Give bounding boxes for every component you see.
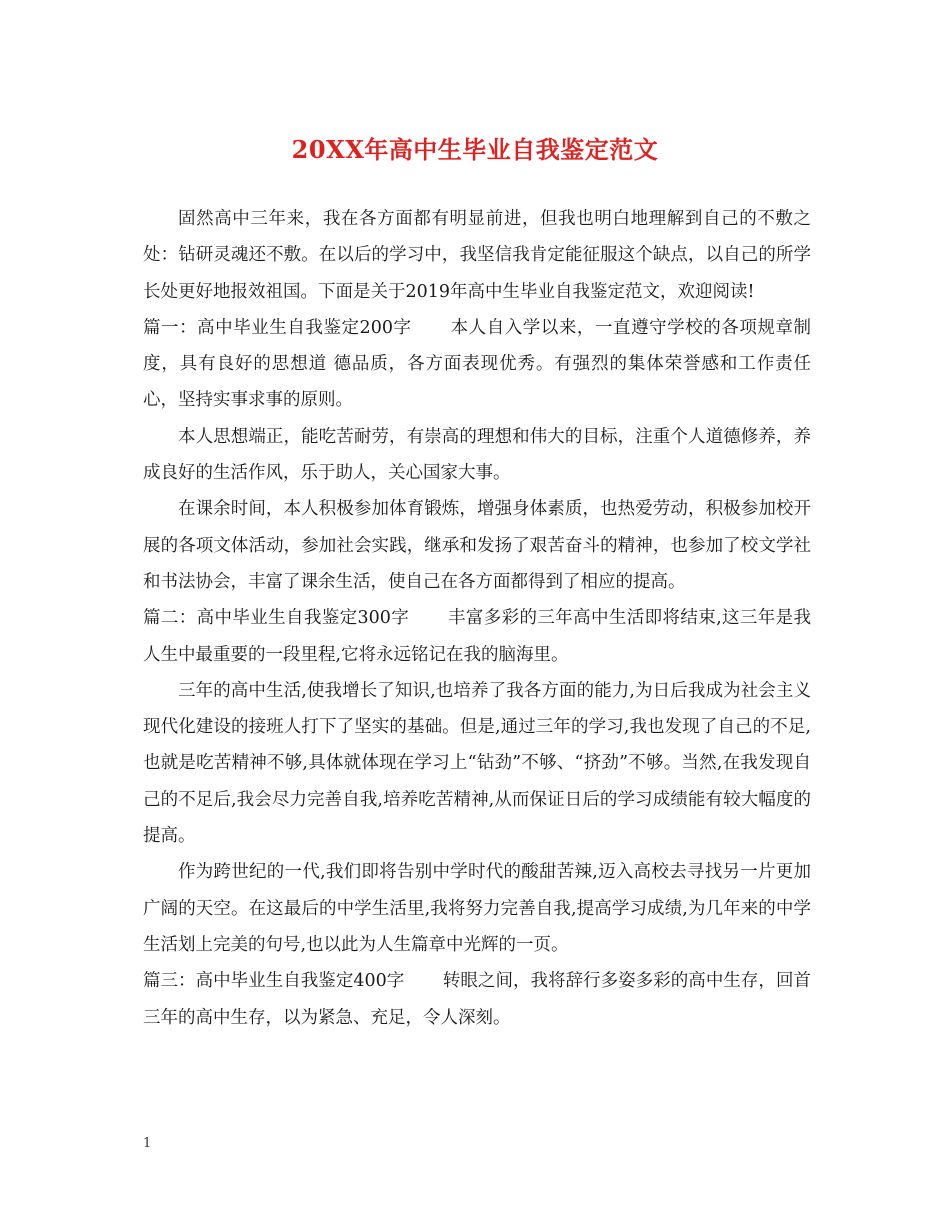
section-1-paragraph: 在课余时间，本人积极参加体育锻炼，增强身体素质，也热爱劳动，积极参加校开展的各项文体活动，参加社会实践，继承和发扬了艰苦奋斗的精神，也参加了校文学社和书法协会，丰富了课余生活，使自己在各方面都得到了相应的提高。 bbox=[143, 499, 811, 592]
section-3-heading: 篇三：高中毕业生自我鉴定400字 bbox=[143, 971, 405, 992]
section-2-paragraph: 作为跨世纪的一代,我们即将告别中学时代的酸甜苦辣,迈入高校去寻找另一片更加广阔的天空。在这最后的中学生活里,我将努力完善自我,提高学习成绩,为几年来的中学生活划上完美的句号,也以此为人生篇章中光辉的一页。 bbox=[143, 862, 811, 955]
section-2 bbox=[143, 600, 811, 673]
section-1 bbox=[143, 310, 811, 419]
intro-paragraph: 固然高中三年来，我在各方面都有明显前进，但我也明白地理解到自己的不敷之处：钻研灵魂还不敷。在以后的学习中，我坚信我肯定能征服这个缺点，以自己的所学长处更好地报效祖国。下面是关于2019年高中生毕业自我鉴定范文，欢迎阅读! bbox=[143, 209, 811, 302]
section-1-heading: 篇一：高中毕业生自我鉴定200字 bbox=[143, 317, 412, 338]
section-2-heading: 篇二：高中毕业生自我鉴定300字 bbox=[143, 608, 410, 629]
section-2-paragraph: 三年的高中生活,使我增长了知识,也培养了我各方面的能力,为日后我成为社会主义现代化建设的接班人打下了坚实的基础。但是,通过三年的学习,我也发现了自己的不足,也就是吃苦精神不够,具体就体现在学习上“钻劲”不够、“挤劲”不够。当然,在我发现自己的不足后,我会尽力完善自我,培养吃苦精神,从而保证日后的学习成绩能有较大幅度的提高。 bbox=[143, 680, 811, 847]
document-title: 20XX年高中生毕业自我鉴定范文 bbox=[291, 135, 659, 164]
document-body bbox=[143, 201, 811, 1036]
section-3-lead: 转眼之间，我将辞行多姿多彩的高中生存，回首三年的高中生存，以为紧急、充足，令人深刻。 bbox=[143, 971, 811, 1028]
section-2-lead: 丰富多彩的三年高中生活即将结束,这三年是我人生中最重要的一段里程,它将永远铭记在我的脑海里。 bbox=[143, 608, 812, 665]
section-1-lead: 本人自入学以来，一直遵守学校的各项规章制度，具有良好的思想道 德品质，各方面表现优秀。有强烈的集体荣誉感和工作责任心，坚持实事求事的原则。 bbox=[143, 317, 811, 411]
section-3 bbox=[143, 963, 811, 1036]
section-1-paragraph: 本人思想端正，能吃苦耐劳，有崇高的理想和伟大的目标，注重个人道德修养，养成良好的生活作风，乐于助人，关心国家大事。 bbox=[143, 426, 811, 484]
page-number: 1 bbox=[143, 1136, 152, 1151]
